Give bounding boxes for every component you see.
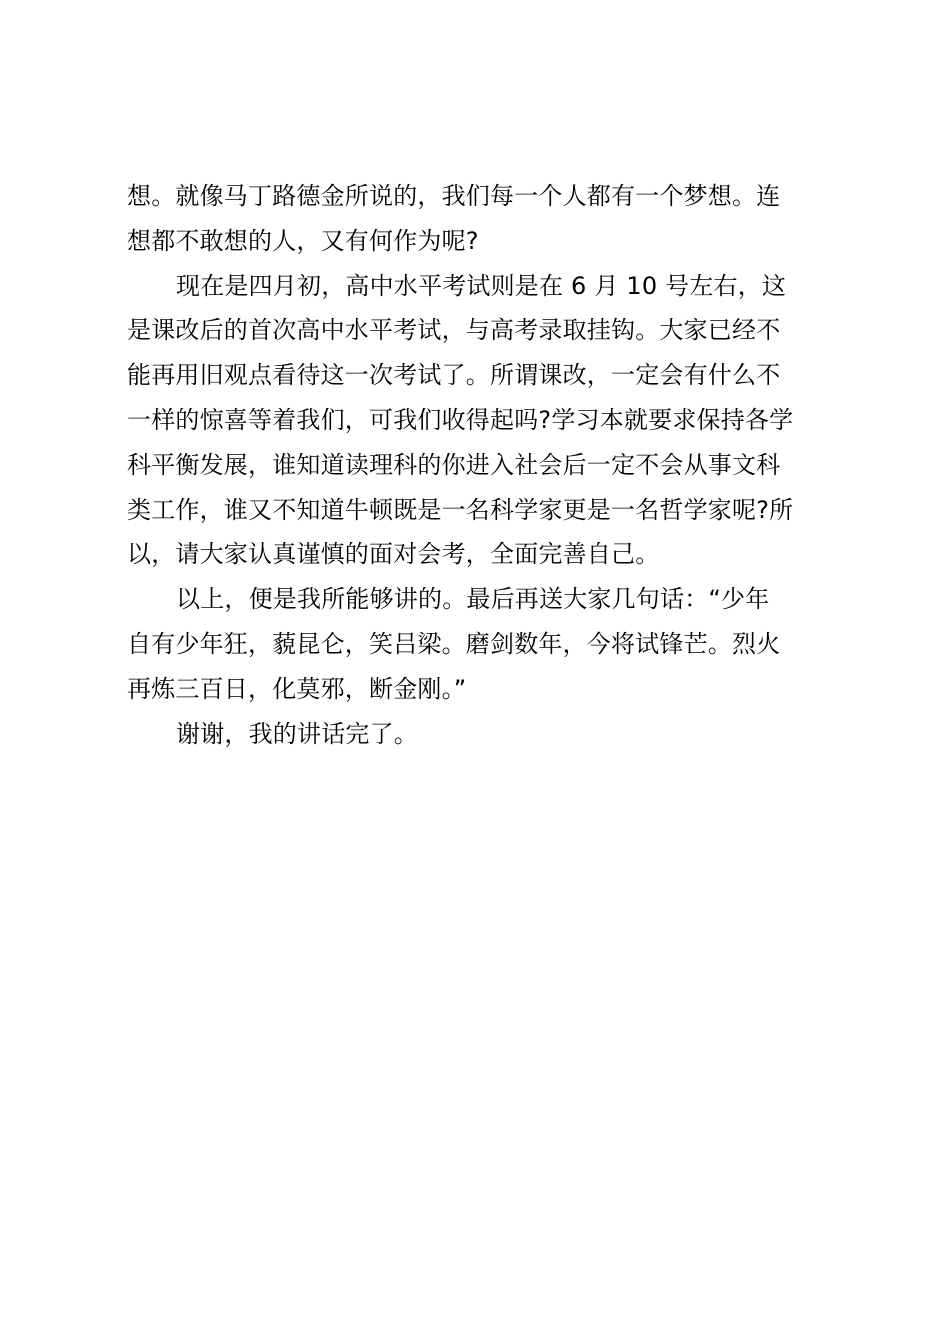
text-line: 想都不敢想的人，又有何作为呢?	[127, 226, 479, 255]
paragraph-start-line: 现在是四月初，高中水平考试则是在 6 月 10 号左右，这	[176, 271, 787, 300]
text-line: 一样的惊喜等着我们，可我们收得起吗?学习本就要求保持各学	[127, 405, 794, 434]
paragraph-start-line: 以上，便是我所能够讲的。最后再送大家几句话：“少年	[176, 585, 770, 614]
speech-text	[127, 174, 837, 756]
text-line: 能再用旧观点看待这一次考试了。所谓课改，一定会有什么不	[127, 361, 781, 390]
text-line: 以，请大家认真谨慎的面对会考，全面完善自己。	[127, 540, 660, 569]
text-line: 科平衡发展，谁知道读理科的你进入社会后一定不会从事文科	[127, 450, 781, 479]
text-line: 再炼三百日，化莫邪，断金刚。”	[127, 674, 467, 703]
text-line: 类工作，谁又不知道牛顿既是一名科学家更是一名哲学家呢?所	[127, 495, 794, 524]
text-line: 自有少年狂，藐昆仑，笑吕梁。磨剑数年，今将试锋芒。烈火	[127, 629, 781, 658]
text-line: 想。就像马丁路德金所说的，我们每一个人都有一个梦想。连	[127, 182, 781, 210]
text-line: 是课改后的首次高中水平考试，与高考录取挂钩。大家已经不	[127, 316, 781, 345]
paragraph-start-line: 谢谢，我的讲话完了。	[176, 719, 418, 748]
